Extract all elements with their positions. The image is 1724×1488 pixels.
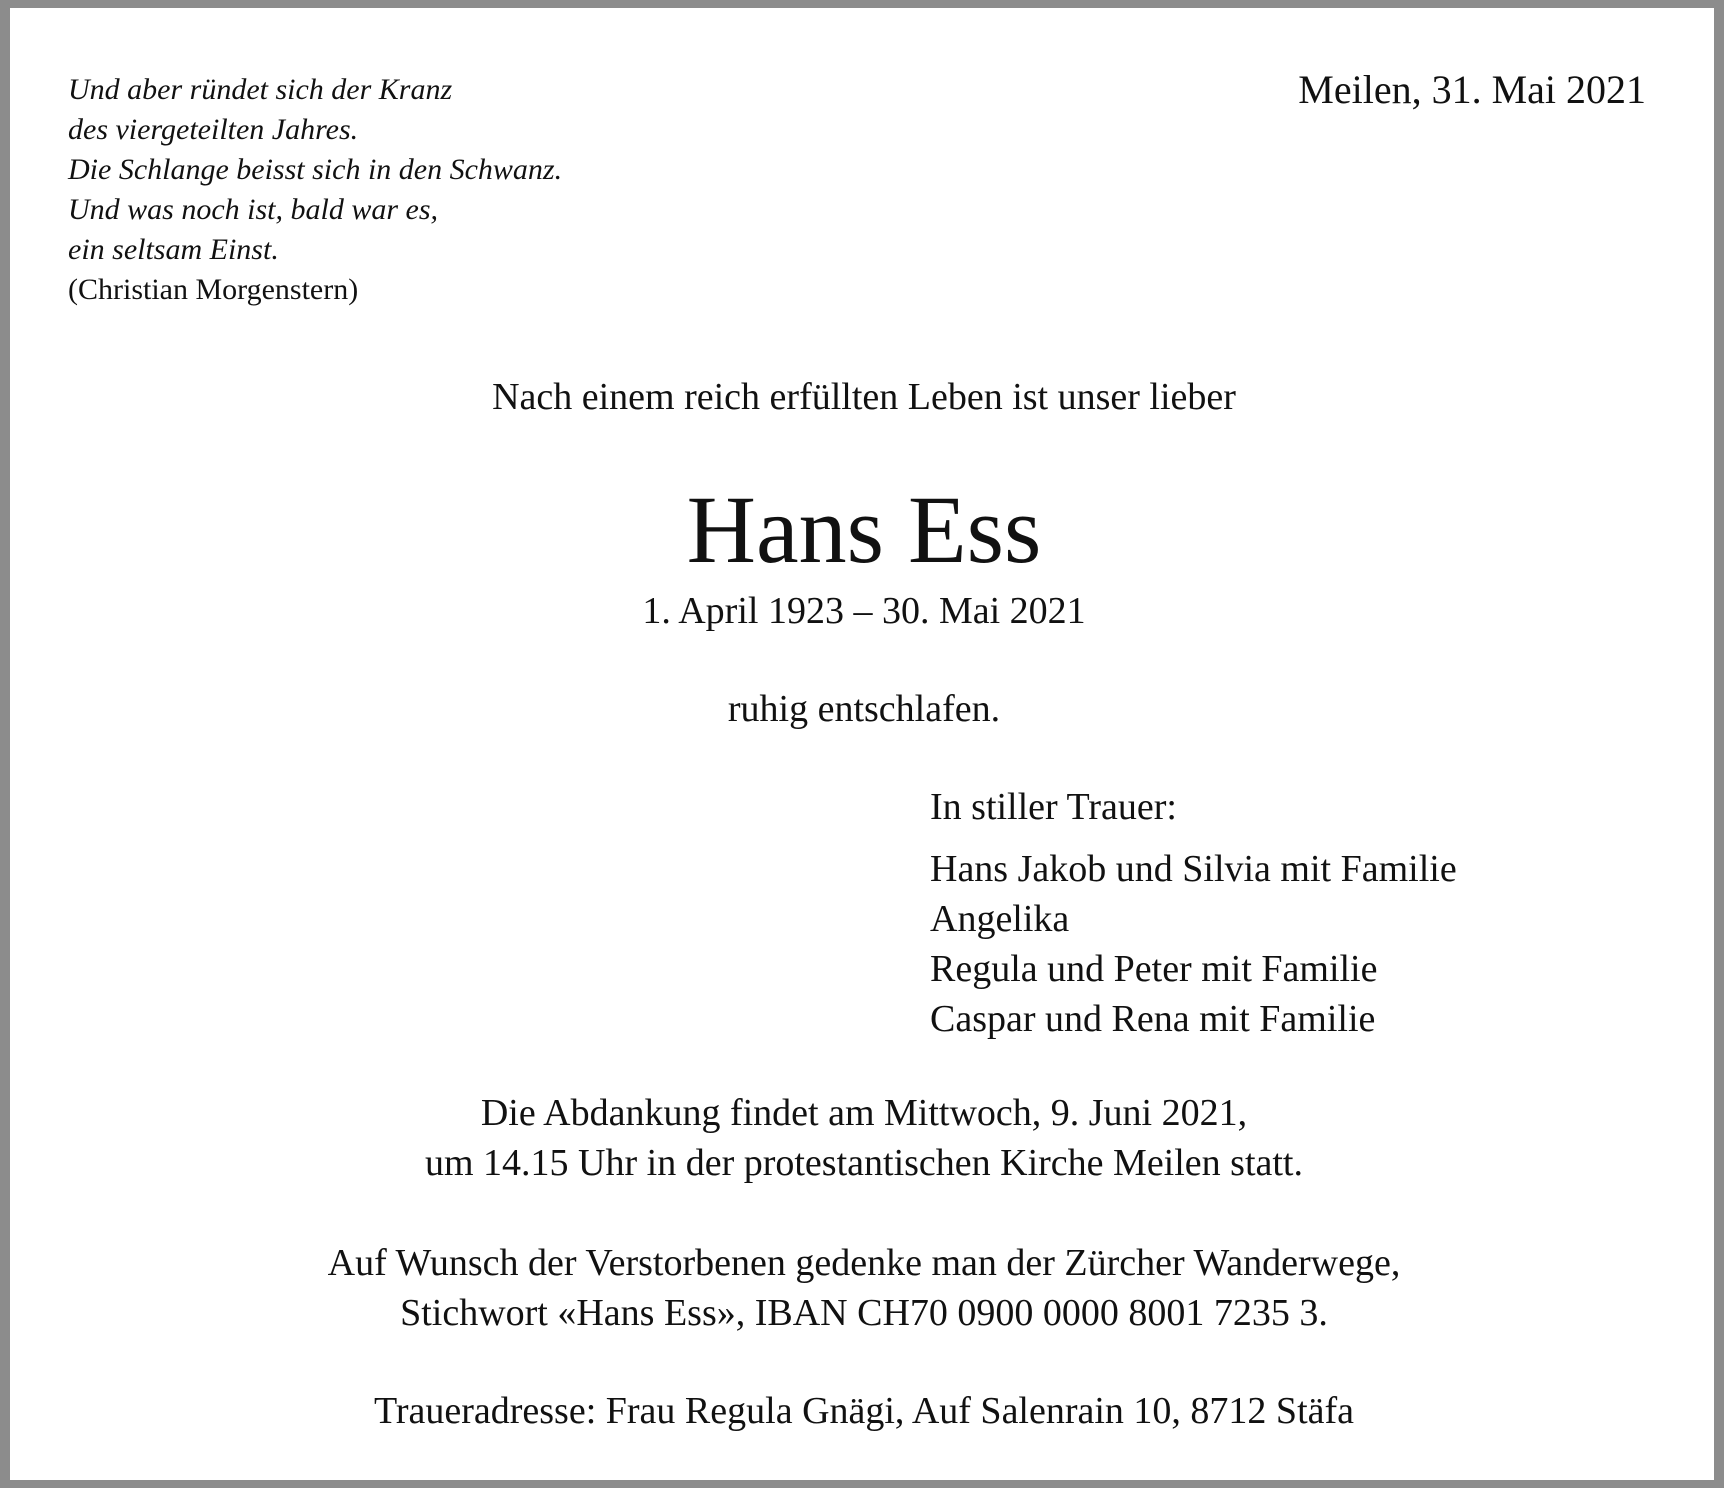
donation-line: Auf Wunsch der Verstorbenen gedenke man der Zürcher Wanderwege,: [327, 1242, 1401, 1284]
intro-text: Nach einem reich erfüllten Leben ist unser lieber: [492, 376, 1236, 418]
mourning-address: Traueradresse: Frau Regula Gnägi, Auf Salenrain 10, 8712 Stäfa: [373, 1390, 1355, 1432]
poem-line: des viergeteilten Jahres.: [68, 113, 359, 146]
poem-line: ein seltsam Einst.: [68, 233, 279, 266]
mourner-name: Angelika: [930, 898, 1070, 940]
passed-away-text: ruhig entschlafen.: [727, 688, 1001, 730]
mourners-heading: In stiller Trauer:: [930, 786, 1177, 828]
place-and-date: Meilen, 31. Mai 2021: [1298, 67, 1646, 112]
mourner-name: Hans Jakob und Silvia mit Familie: [930, 848, 1457, 890]
service-announcement: [10, 1088, 1718, 1188]
service-line: um 14.15 Uhr in der protestantischen Kirche Meilen statt.: [424, 1142, 1303, 1184]
deceased-name: Hans Ess: [686, 476, 1042, 583]
mourner-name: Caspar und Rena mit Familie: [930, 998, 1376, 1040]
mourners-list: [930, 782, 1457, 1044]
poem-line: Die Schlange beisst sich in den Schwanz.: [68, 153, 563, 186]
poem-line: Und aber ründet sich der Kranz: [68, 73, 453, 106]
poem-line: Und was noch ist, bald war es,: [68, 193, 439, 226]
poem-author: (Christian Morgenstern): [68, 273, 359, 306]
donation-line: Stichwort «Hans Ess», IBAN CH70 0900 0000 8001 7235 3.: [400, 1292, 1328, 1334]
donation-request: [10, 1238, 1718, 1338]
lifespan-dates: 1. April 1923 – 30. Mai 2021: [642, 590, 1086, 632]
mourner-name: Regula und Peter mit Familie: [930, 948, 1378, 990]
service-line: Die Abdankung findet am Mittwoch, 9. Juni 2021,: [480, 1092, 1248, 1134]
poem-quote: [68, 70, 768, 310]
